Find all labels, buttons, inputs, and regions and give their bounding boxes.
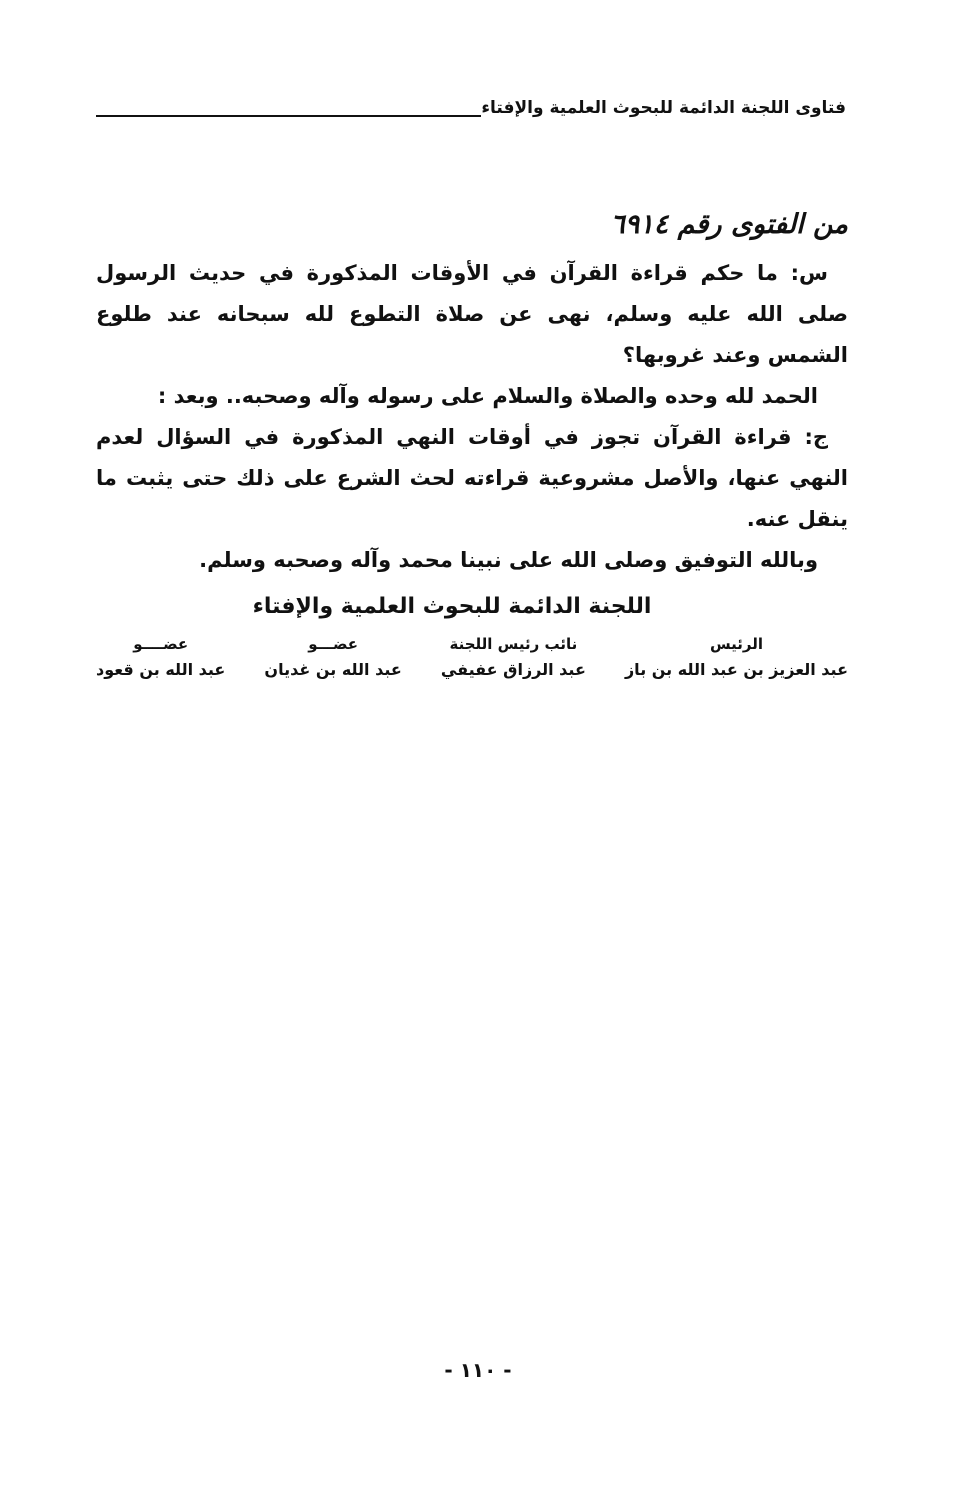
fatwa-content <box>96 205 848 627</box>
signature-member <box>96 632 225 684</box>
fatwa-praise: الحمد لله وحده والصلاة والسلام على رسوله وآله وصحبه.. وبعد : <box>157 384 818 408</box>
signature-name: عبد الله بن غديان <box>264 660 402 679</box>
signature-name: عبد الرزاق عفيفي <box>440 660 586 679</box>
signature-name: عبد الله بن قعود <box>96 660 226 679</box>
signature-role: عضـــو <box>308 635 359 653</box>
header-rule <box>96 115 481 117</box>
fatwa-answer: ج: قراءة القرآن تجوز في أوقات النهي المذكورة في السؤال لعدم النهي عنها، والأصل مشروعية قراءته لحث الشرع على ذلك حتى يثبت ما ينقل عنه. <box>96 425 848 531</box>
signature-member <box>264 632 401 684</box>
fatwa-question: س: ما حكم قراءة القرآن في الأوقات المذكورة في حديث الرسول صلى الله عليه وسلم، نهى عن صلاة التطوع لله سبحانه عند طلوع الشمس وعند غروبها؟ <box>96 261 848 367</box>
signature-vice-chairman <box>441 632 586 684</box>
header-title: فتاوى اللجنة الدائمة للبحوث العلمية والإفتاء <box>481 98 846 118</box>
signature-role: نائب رئيس اللجنة <box>449 635 578 653</box>
page-header <box>96 88 846 122</box>
signatures <box>96 632 848 684</box>
signature-name: عبد العزيز بن عبد الله بن باز <box>624 660 848 679</box>
signature-chairman <box>625 632 848 684</box>
signature-role: الرئيس <box>709 635 764 653</box>
signature-role: عضــــو <box>133 635 189 653</box>
fatwa-closing: وبالله التوفيق وصلى الله على نبينا محمد وآله وصحبه وسلم. <box>199 548 818 572</box>
committee-name: اللجنة الدائمة للبحوث العلمية والإفتاء <box>252 594 652 619</box>
fatwa-title: من الفتوى رقم ٦٩١٤ <box>610 209 848 240</box>
page-number: - ١١٠ - <box>444 1358 512 1382</box>
